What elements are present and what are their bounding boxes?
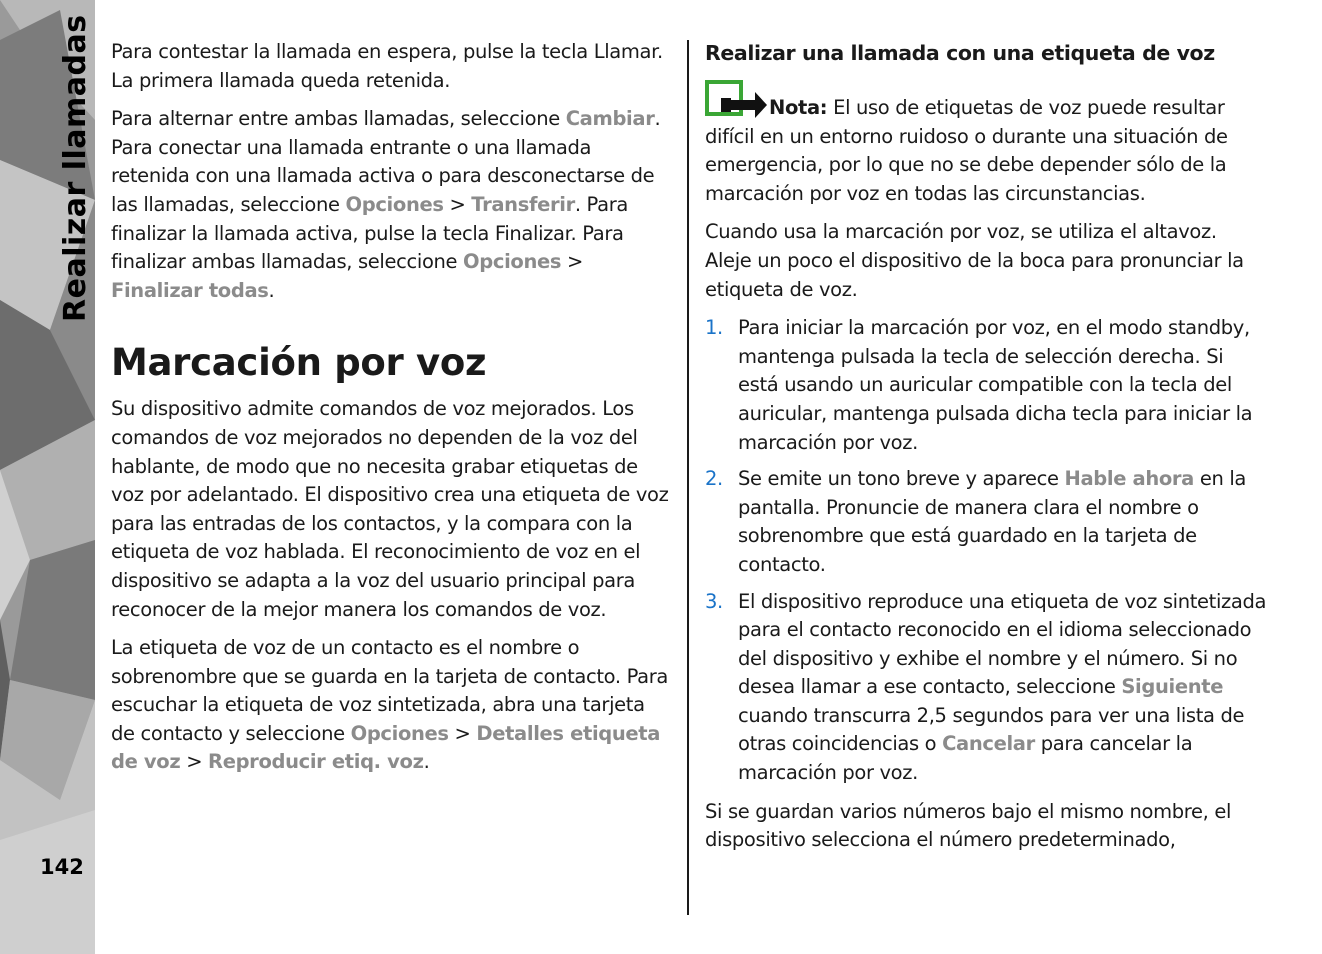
text: Para iniciar la marcación por voz, en el modo standby, mantenga pulsada la tecla de selección derecha. Si está usando un auricular compatible con la tecla del auricular, mantenga pulsada dicha tecla para iniciar la marcación por voz. [738, 316, 1253, 454]
menu-option-siguiente: Siguiente [1121, 675, 1224, 699]
sidebar [0, 0, 95, 954]
section-heading: Marcación por voz [111, 341, 487, 385]
step-number: 2. [705, 467, 723, 491]
page-number: 142 [40, 855, 84, 879]
menu-option-transferir: Transferir [471, 192, 575, 216]
paragraph: Su dispositivo admite comandos de voz mejorados. Los comandos de voz mejorados no dependen de la voz del hablante, de modo que no necesita grabar etiquetas de voz por adelantado. El dispositivo crea una etiqueta de voz para las entradas de los contactos, y la compara con la etiqueta de voz hablada. El reconocimiento de voz en el dispositivo se adapta a la voz del usuario principal para reconocer de la mejor manera los comandos de voz. [111, 397, 669, 621]
section-title: Realizar llamadas [58, 14, 93, 322]
note-icon [705, 78, 767, 120]
menu-option-opciones: Opciones [350, 721, 449, 745]
list-item [705, 465, 1267, 579]
text: cuando transcurra 2,5 segundos para ver una lista de otras coincidencias o [738, 703, 1245, 756]
paragraph: Si se guardan varios números bajo el mismo nombre, el dispositivo selecciona el número predeterminado, [705, 799, 1232, 852]
text: Para alternar entre ambas llamadas, seleccione [111, 107, 566, 131]
text: . Para conectar una llamada entrante o una llamada retenida con una llamada activa o para desconectarse de las llamadas, seleccione [111, 107, 661, 216]
paragraph [111, 634, 673, 777]
separator: > [561, 250, 583, 274]
paragraph [111, 105, 673, 305]
text: La etiqueta de voz de un contacto es el nombre o sobrenombre que se guarda en la tarjeta de contacto. Para escuchar la etiqueta de voz sintetizada, abra una tarjeta de contacto y seleccione [111, 636, 668, 745]
paragraph: Cuando usa la marcación por voz, se utiliza el altavoz. Aleje un poco el dispositivo de la boca para pronunciar la etiqueta de voz. [705, 220, 1244, 301]
text: Se emite un tono breve y aparece [738, 467, 1065, 491]
menu-option-opciones: Opciones [463, 250, 562, 274]
subsection-heading: Realizar una llamada con una etiqueta de voz [705, 41, 1215, 65]
step-number: 3. [705, 589, 723, 613]
note-label: Nota: [769, 96, 828, 119]
separator: > [443, 192, 472, 216]
menu-option-opciones: Opciones [345, 192, 444, 216]
separator: > [180, 750, 209, 774]
separator: > [448, 721, 477, 745]
menu-option-detalles-etiqueta: Detalles etiqueta de voz [111, 721, 661, 774]
menu-option-finalizar-todas: Finalizar todas [111, 278, 269, 302]
menu-option-cancelar: Cancelar [942, 732, 1035, 756]
menu-option-cambiar: Cambiar [565, 107, 655, 131]
list-item [705, 588, 1267, 788]
steps-list [705, 314, 1267, 788]
note [705, 78, 1267, 208]
text: . [423, 750, 430, 774]
note-text: El uso de etiquetas de voz puede resultar difícil en un entorno ruidoso o durante una situación de emergencia, por lo que no se debe depender sólo de la marcación por voz en todas las circunstancias. [705, 96, 1228, 205]
menu-option-reproducir: Reproducir etiq. voz [208, 750, 424, 774]
column-divider [687, 40, 689, 915]
step-number: 1. [705, 316, 723, 340]
left-column [111, 38, 673, 787]
text: El dispositivo reproduce una etiqueta de voz sintetizada para el contacto reconocido en el idioma seleccionado del dispositivo y exhibe el nombre y el número. Si no desea llamar a ese contacto, seleccione [738, 589, 1267, 699]
text: . [268, 278, 275, 302]
paragraph: Para contestar la llamada en espera, pulse la tecla Llamar. La primera llamada queda retenida. [111, 40, 663, 92]
text: . Para finalizar la llamada activa, pulse la tecla Finalizar. Para finalizar ambas llamadas, seleccione [111, 192, 628, 274]
text: en la pantalla. Pronuncie de manera clara el nombre o sobrenombre que está guardado en la tarjeta de contacto. [738, 467, 1247, 576]
list-item [705, 314, 1267, 457]
menu-option-hable-ahora: Hable ahora [1064, 467, 1194, 491]
right-column [705, 38, 1267, 865]
text: para cancelar la marcación por voz. [738, 732, 1193, 785]
